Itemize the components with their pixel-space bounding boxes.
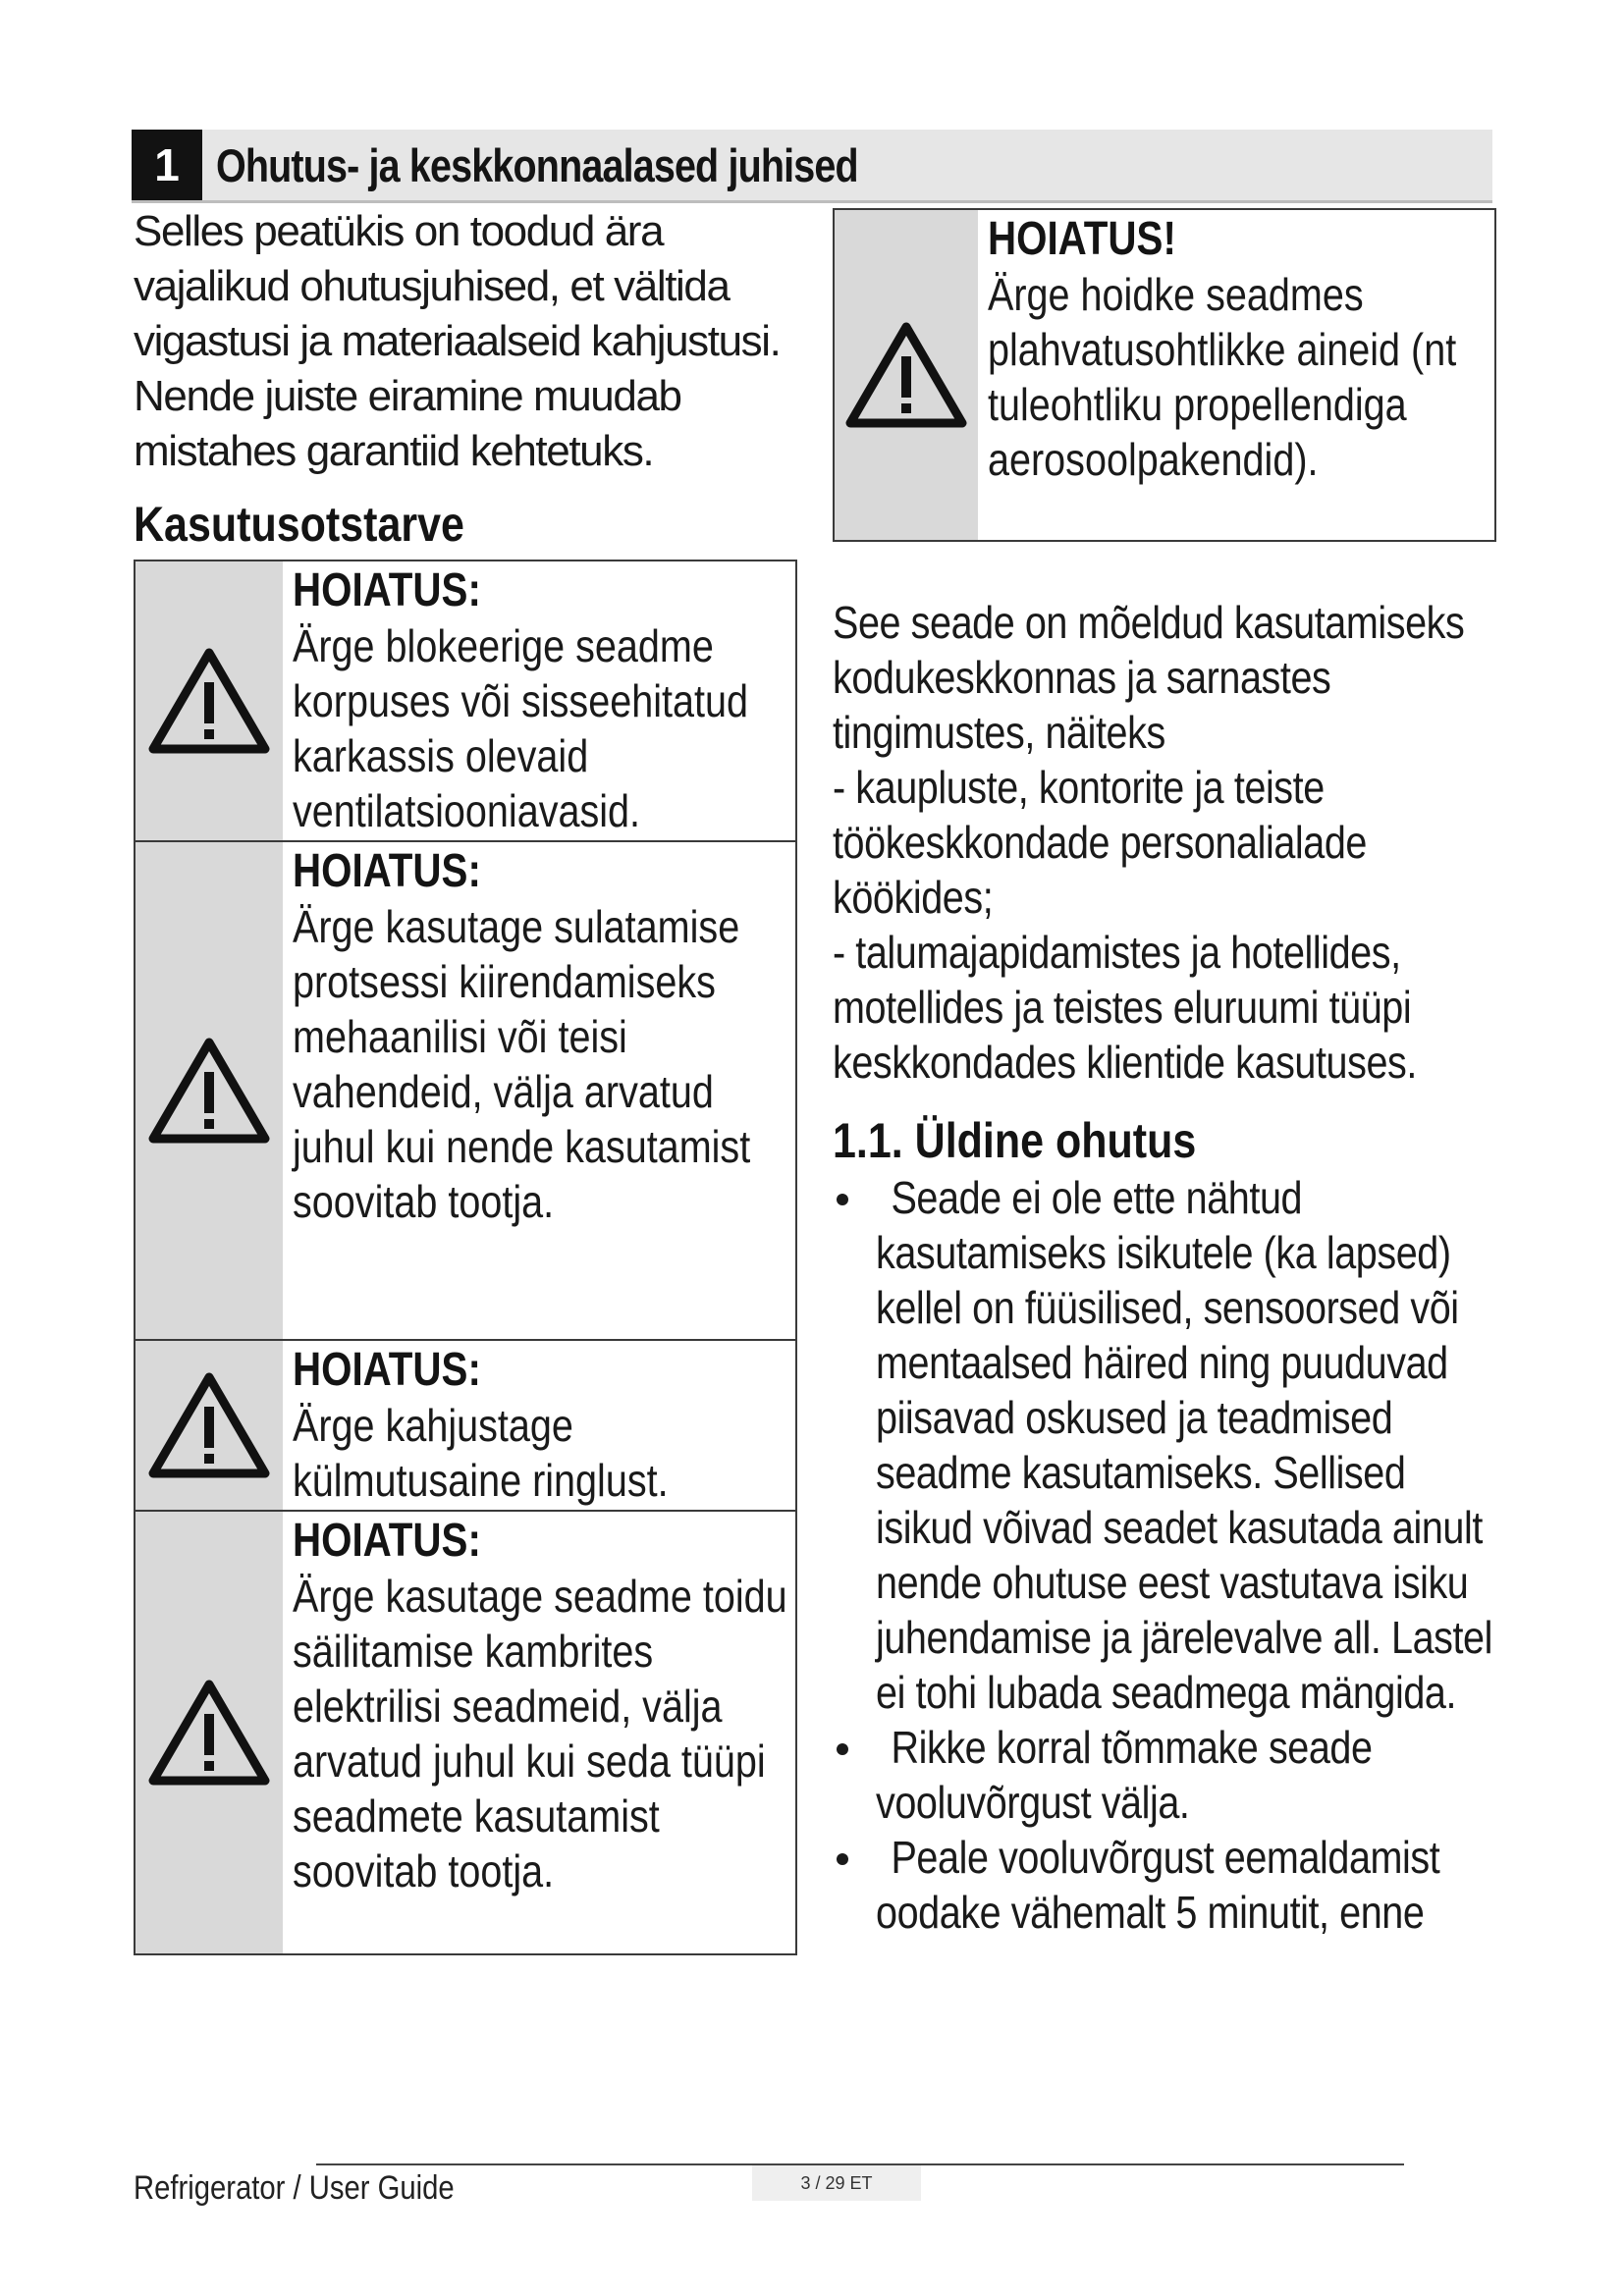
warning-triangle-icon [147, 647, 271, 755]
intro-paragraph: Selles peatükis on toodud ära vajalikud ohutusjuhised, et vältida vigastusi ja materiaalseid kahjustusi. Nende juiste eiramine muudab mistahes garantiid kehtetuks. [134, 207, 781, 475]
list-item [833, 1830, 1502, 1940]
warning-icon-cell [835, 210, 978, 540]
warning-title: HOIATUS: [293, 1515, 481, 1567]
warning-text-cell [283, 1512, 795, 1953]
list-item-text: Seade ei ole ette nähtud kasutamiseks isikutele (ka lapsed) kellel on füüsilised, sensoorsed või mentaalsed häired ning puuduvad piisavad oskused ja teadmised seadme kasutamiseks. Sellised isikud võivad seadet kasutada ainult nende ohutuse eest vastutava isiku juhendamise ja järelevalve all. Lastel ei tohi lubada seadmega mängida. [876, 1172, 1492, 1718]
warning-icon-cell [135, 561, 283, 840]
warning-text-cell [283, 842, 795, 1339]
warning-triangle-icon [844, 321, 968, 429]
warning-title: HOIATUS: [293, 845, 481, 897]
warning-icon-cell [135, 842, 283, 1339]
warning-triangle-icon [147, 1037, 271, 1145]
bullet-icon [837, 1743, 848, 1755]
general-safety-list [833, 1170, 1502, 1940]
warning-row [135, 1512, 795, 1953]
warning-icon-cell [135, 1341, 283, 1510]
warning-table [134, 560, 797, 1955]
warning-text-cell [978, 210, 1494, 540]
left-column [134, 204, 811, 1955]
warning-body: Ärge hoidke seadmes plahvatusohtlikke aineid (nt tuleohtliku propellendiga aerosoolpakendid). [988, 269, 1457, 485]
warning-triangle-icon [147, 1679, 271, 1787]
section-header [132, 130, 1492, 203]
explosive-warning-box [833, 208, 1496, 542]
warning-triangle-icon [147, 1371, 271, 1479]
section-title: Ohutus- ja keskkonnaalased juhised [216, 138, 858, 191]
list-item [833, 1720, 1502, 1830]
usage-intro: See seade on mõeldud kasutamiseks kodukeskkonnas ja sarnastes tingimustes, näiteks [833, 597, 1465, 758]
warning-body: Ärge blokeerige seadme korpuses või sisseehitatud karkassis olevaid ventilatsiooniavasid. [293, 620, 748, 836]
warning-body: Ärge kahjustage külmutusaine ringlust. [293, 1400, 669, 1506]
warning-title: HOIATUS: [293, 1344, 481, 1396]
warning-row [135, 1341, 795, 1512]
bullet-icon [837, 1194, 848, 1205]
warning-row [135, 842, 795, 1341]
usage-item: - kaupluste, kontorite ja teiste töökeskkondade personalialade köökides; [833, 762, 1367, 923]
list-item-text: Rikke korral tõmmake seade vooluvõrgust välja. [876, 1722, 1373, 1828]
list-item [833, 1170, 1502, 1720]
bullet-icon [837, 1853, 848, 1865]
section-number: 1 [132, 130, 202, 200]
warning-title: HOIATUS: [293, 564, 481, 616]
warning-body: Ärge kasutage sulatamise protsessi kiirendamiseks mehaanilisi või teisi vahendeid, välja arvatud juhul kui nende kasutamist soovitab tootja. [293, 901, 751, 1227]
warning-title: HOIATUS! [988, 213, 1176, 265]
intended-use-heading: Kasutusotstarve [134, 497, 464, 552]
footer-page-number: 3 / 29 ET [752, 2165, 921, 2201]
right-column [833, 208, 1502, 1940]
footer-document-title: Refrigerator / User Guide [134, 2169, 455, 2207]
warning-body: Ärge kasutage seadme toidu säilitamise kambrites elektrilisi seadmeid, välja arvatud juhul kui seda tüüpi seadmete kasutamist soovitab tootja. [293, 1571, 787, 1896]
usage-item: - talumajapidamistes ja hotellides, motellides ja teistes eluruumi tüüpi keskkondades klientide kasutuses. [833, 927, 1417, 1088]
warning-row [135, 561, 795, 842]
warning-icon-cell [135, 1512, 283, 1953]
warning-text-cell [283, 1341, 795, 1510]
warning-text-cell [283, 561, 795, 840]
list-item-text: Peale vooluvõrgust eemaldamist oodake vähemalt 5 minutit, enne [876, 1832, 1440, 1938]
subsection-title: 1.1. Üldine ohutus [833, 1113, 1197, 1168]
